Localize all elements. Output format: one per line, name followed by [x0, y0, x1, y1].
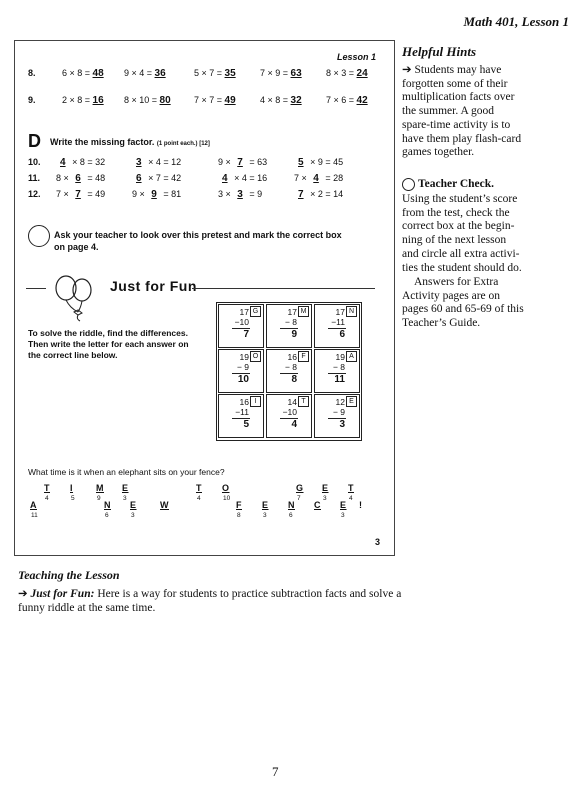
riddle-question: What time is it when an elephant sits on your fence? [28, 467, 225, 477]
equation [294, 173, 343, 184]
cell-letter: T [298, 396, 309, 407]
riddle-instructions: To solve the riddle, find the differences. Then write the letter for each answer on the correct line below. [28, 328, 189, 360]
riddle-letter: T [196, 483, 202, 493]
equation-text: 2 × 8 = [62, 95, 93, 105]
riddle-letter: C [314, 500, 321, 510]
equation [62, 95, 104, 106]
sidebar-line: ning of the next lesson [402, 234, 507, 247]
equation [194, 68, 236, 79]
minuend: 17 [287, 307, 297, 317]
equation-suffix: × 2 = 14 [307, 189, 344, 199]
difference: 7 [243, 329, 249, 340]
difference: 3 [339, 419, 345, 430]
equation-text: 5 × 7 = [194, 68, 225, 78]
equation [124, 95, 171, 106]
equation-text: 7 × 9 = [260, 68, 291, 78]
cell-letter: F [298, 351, 309, 362]
equation [218, 173, 267, 184]
riddle-number: 3 [131, 512, 135, 519]
missing-factor-answer: 3 [136, 157, 142, 168]
equation [132, 189, 181, 200]
row-number: 8. [28, 68, 36, 78]
equation [194, 95, 236, 106]
riddle-letter: O [222, 483, 230, 493]
grid-cell [314, 394, 360, 438]
equation-suffix: = 28 [322, 173, 344, 183]
riddle-letter: E [262, 500, 269, 510]
riddle-letter: W [160, 500, 169, 510]
equation-suffix: × 7 = 42 [145, 173, 182, 183]
riddle-letter: E [322, 483, 329, 493]
cell-letter: G [250, 306, 261, 317]
sidebar-line: correct box at the begin- [402, 220, 515, 233]
equation [294, 157, 343, 168]
riddle-number: 8 [237, 512, 241, 519]
subtraction-grid [216, 302, 362, 441]
equation [294, 189, 343, 200]
sidebar-line: spare-time activity is to [402, 118, 511, 131]
minuend: 19 [335, 352, 345, 362]
riddle-letter: N [288, 500, 295, 510]
equation-suffix: × 4 = 12 [145, 157, 182, 167]
divider-line-left [26, 288, 46, 289]
equation-answer: 35 [224, 68, 236, 79]
difference: 8 [291, 374, 297, 385]
equation-text: 7 × 6 = [326, 95, 357, 105]
equation [260, 68, 302, 79]
teaching-body: Here is a way for students to practice subtraction facts and solve a funny riddle at the same time. [18, 588, 402, 614]
difference: 6 [339, 329, 345, 340]
sidebar-line: from the test, check the [402, 206, 510, 219]
subtrahend: −10 [282, 407, 297, 417]
minuend: 12 [335, 397, 345, 407]
riddle-number: 9 [97, 495, 101, 502]
sidebar-line: pages 60 and 65-69 of this [402, 303, 524, 316]
just-for-fun-title: Just for Fun [110, 278, 197, 294]
riddle-letter: E [340, 500, 347, 510]
grid-cell [218, 394, 264, 438]
minuend: 16 [239, 397, 249, 407]
divider-line-right [192, 288, 375, 289]
subtrahend: −11 [331, 317, 345, 327]
grid-cell [314, 304, 360, 348]
missing-factor-answer: 5 [298, 157, 304, 168]
teacher-check-icon [402, 178, 415, 191]
equation-answer: 32 [290, 95, 302, 106]
row-number: 9. [28, 95, 36, 105]
equation [260, 95, 302, 106]
equation-suffix: × 9 = 45 [307, 157, 344, 167]
equation [326, 95, 368, 106]
riddle-number: 4 [45, 495, 49, 502]
sidebar-line: Answers for Extra [414, 276, 499, 288]
riddle-number: 6 [289, 512, 293, 519]
difference: 5 [243, 419, 249, 430]
minuend: 16 [287, 352, 297, 362]
teacher-check-title: Teacher Check. [418, 178, 495, 190]
riddle-letter: F [236, 500, 242, 510]
equation-suffix: = 63 [246, 157, 268, 167]
equation [56, 157, 105, 168]
sidebar-line: the summer. A good [402, 105, 494, 118]
subtrahend: − 9 [332, 407, 345, 417]
section-d-title [50, 137, 210, 147]
teacher-check-text: Ask your teacher to look over this pretest and mark the correct box on page 4. [54, 230, 342, 252]
arrow-icon: ➔ [18, 588, 31, 600]
riddle-letter: E [130, 500, 137, 510]
equation [326, 68, 368, 79]
sidebar-line: Activity pages are on [402, 289, 501, 302]
equation-suffix: × 8 = 32 [69, 157, 106, 167]
page-number: 7 [272, 764, 279, 779]
missing-factor-answer: 9 [151, 189, 157, 200]
sidebar-line: ties the student should do. [402, 261, 522, 274]
equation-prefix: 3 × [218, 189, 234, 199]
sidebar-line: Teacher’s Guide. [402, 317, 481, 330]
difference: 11 [334, 374, 345, 385]
cell-letter: A [346, 351, 357, 362]
teaching-lesson-title: Teaching the Lesson [18, 568, 120, 582]
equation-suffix: = 81 [160, 189, 182, 199]
section-d-points: (1 point each.) [12] [156, 141, 210, 147]
sidebar-line: ➔ Students may have [402, 64, 502, 76]
equation-prefix: 8 × [56, 173, 72, 183]
equation-text: 7 × 7 = [194, 95, 225, 105]
teacher-check-circle [28, 225, 50, 247]
equation [132, 157, 181, 168]
equation-suffix: × 4 = 16 [231, 173, 268, 183]
cell-letter: E [346, 396, 357, 407]
difference: 9 [291, 329, 297, 340]
equation [56, 189, 105, 200]
cell-letter: I [250, 396, 261, 407]
equation [56, 173, 105, 184]
riddle-number: 4 [349, 495, 353, 502]
equation [132, 173, 181, 184]
difference: 4 [291, 419, 297, 430]
page-header-title: Math 401, Lesson 1 [463, 14, 569, 29]
missing-factor-answer: 3 [237, 189, 243, 200]
riddle-exclaim: ! [359, 500, 363, 510]
grid-cell [266, 304, 312, 348]
equation-prefix: 7 × [294, 173, 310, 183]
subtrahend: − 8 [284, 317, 297, 327]
minuend: 19 [239, 352, 249, 362]
row-number: 11. [28, 173, 41, 183]
grid-cell [218, 304, 264, 348]
missing-factor-answer: 6 [75, 173, 81, 184]
row-number: 12. [28, 189, 41, 199]
cell-letter: N [346, 306, 357, 317]
riddle-letter: I [70, 483, 74, 493]
grid-cell [218, 349, 264, 393]
riddle-letter: M [96, 483, 104, 493]
equation [62, 68, 104, 79]
missing-factor-answer: 7 [75, 189, 81, 200]
equation-text: 8 × 3 = [326, 68, 357, 78]
riddle-number: 5 [71, 495, 75, 502]
equation-prefix: 7 × [56, 189, 72, 199]
helpful-hints-title: Helpful Hints [402, 44, 477, 59]
section-d-instruction: Write the missing factor. [50, 137, 155, 147]
riddle-number: 3 [123, 495, 127, 502]
missing-factor-answer: 4 [313, 173, 319, 184]
equation-answer: 42 [356, 95, 368, 106]
lesson-label: Lesson 1 [337, 52, 377, 62]
riddle-number: 11 [31, 512, 38, 519]
missing-factor-answer: 7 [237, 157, 243, 168]
sidebar-line: multiplication facts over [402, 91, 515, 104]
equation-prefix: 9 × [132, 189, 148, 199]
subtrahend: − 8 [332, 362, 345, 372]
equation-answer: 48 [92, 68, 104, 79]
grid-cell [314, 349, 360, 393]
sidebar-line: forgotten some of their [402, 77, 508, 90]
equation-text: 4 × 8 = [260, 95, 291, 105]
grid-cell [266, 349, 312, 393]
riddle-letter: T [44, 483, 50, 493]
cell-letter: M [298, 306, 309, 317]
subtrahend: − 8 [284, 362, 297, 372]
minuend: 14 [287, 397, 297, 407]
sidebar-line: have them play flash-card [402, 132, 522, 145]
riddle-letter: G [296, 483, 304, 493]
equation [124, 68, 166, 79]
riddle-letter: T [348, 483, 354, 493]
riddle-letter: N [104, 500, 111, 510]
cell-letter: O [250, 351, 261, 362]
equation-answer: 63 [290, 68, 302, 79]
equation [218, 157, 267, 168]
equation-suffix: = 48 [84, 173, 106, 183]
missing-factor-answer: 4 [222, 173, 228, 184]
riddle-letter: E [122, 483, 129, 493]
missing-factor-answer: 4 [60, 157, 66, 168]
riddle-number: 6 [105, 512, 109, 519]
equation-answer: 36 [154, 68, 166, 79]
subtrahend: −10 [234, 317, 249, 327]
teaching-lesson-text [18, 587, 408, 615]
grid-cell [266, 394, 312, 438]
equation [218, 189, 262, 200]
riddle-number: 3 [341, 512, 345, 519]
equation-suffix: = 9 [246, 189, 263, 199]
missing-factor-answer: 6 [136, 173, 142, 184]
equation-suffix: = 49 [84, 189, 106, 199]
equation-answer: 16 [92, 95, 104, 106]
riddle-number: 3 [263, 512, 267, 519]
equation-prefix: 9 × [218, 157, 234, 167]
subtrahend: −11 [235, 407, 249, 417]
equation-answer: 80 [159, 95, 171, 106]
sidebar-line: games together. [402, 146, 475, 159]
difference: 10 [237, 374, 249, 385]
minuend: 17 [239, 307, 249, 317]
workbook-page-number: 3 [375, 537, 381, 547]
equation-text: 6 × 8 = [62, 68, 93, 78]
subtrahend: − 9 [236, 362, 249, 372]
riddle-number: 3 [323, 495, 327, 502]
riddle-number: 7 [297, 495, 301, 502]
riddle-number: 4 [197, 495, 201, 502]
riddle-number: 10 [223, 495, 231, 502]
minuend: 17 [335, 307, 345, 317]
equation-text: 8 × 10 = [124, 95, 160, 105]
balloon-icon [48, 272, 108, 322]
sidebar-line: Using the student’s score [402, 193, 518, 205]
equation-answer: 49 [224, 95, 236, 106]
equation-answer: 24 [356, 68, 368, 79]
sidebar-line: and circle all extra activi- [402, 247, 520, 260]
riddle-letter: A [30, 500, 37, 510]
equation-text: 9 × 4 = [124, 68, 155, 78]
teaching-lead: Just for Fun: [30, 588, 95, 600]
row-number: 10. [28, 157, 41, 167]
missing-factor-answer: 7 [298, 189, 304, 200]
section-d-letter: D [28, 131, 41, 151]
